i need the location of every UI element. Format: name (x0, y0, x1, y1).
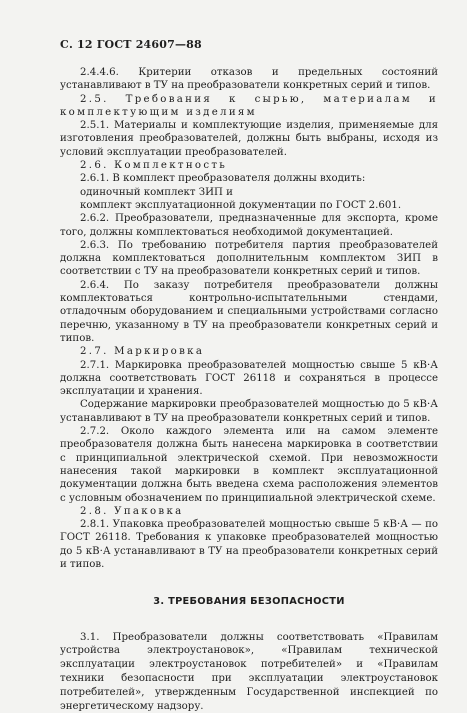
paragraph-p2-4-4-6: 2.4.4.6. Критерии отказов и предельных состояний устанавливают в ТУ на преобразователи конкретных серий и типов. (60, 67, 438, 92)
paragraph-p2-6-1-b: комплект эксплуатационной документации по ГОСТ 2.601. (80, 199, 402, 211)
section-3-paragraph: 3.1. Преобразователи должны соответствовать «Правилам устройства электроустановок», «Правилам технической эксплуатации электроустановок потребителей» и «Правилам техники безопасности при эксплуатации электроустановок потребителей», утвержденным Государственной инспекцией по энергетическому надзору. (60, 631, 438, 712)
paragraph-p2-8: 2.8. Упаковка (80, 505, 184, 517)
section-3-title: 3. ТРЕБОВАНИЯ БЕЗОПАСНОСТИ (153, 596, 345, 608)
paragraph-p2-7: 2.7. Маркировка (80, 346, 205, 358)
paragraph-p2-5-1: 2.5.1. Материалы и комплектующие изделия, применяемые для изготовления преобразователей, должны быть выбраны, исходя из условий эксплуатации преобразователей. (60, 120, 438, 158)
document-body (60, 66, 438, 713)
paragraph-p2-8-1: 2.8.1. Упаковка преобразователей мощностью свыше 5 кВ·А — по ГОСТ 26118. Требования к упаковке преобразователей мощностью до 5 кВ·А устанавливают в ТУ на преобразователи конкретных серий и типов. (60, 519, 438, 570)
page-header: С. 12 ГОСТ 24607—88 (60, 38, 202, 51)
paragraph-p2-6: 2.6. Комплектность (80, 160, 228, 172)
paragraph-p2-6-1-a: одиночный комплект ЗИП и (80, 186, 233, 198)
paragraph-p2-6-1: 2.6.1. В комплект преобразователя должны входить: (80, 173, 366, 185)
paragraph-p2-6-2: 2.6.2. Преобразователи, предназначенные для экспорта, кроме того, должны комплектоваться необходимой документацией. (60, 213, 438, 238)
paragraph-p2-6-4: 2.6.4. По заказу потребителя преобразователи должны комплектоваться контрольно-испытательными стендами, отладочным оборудованием и специальными устройствами согласно перечню, указанному в ТУ на преобразователи конкретных серий и типов. (60, 279, 438, 344)
section-2-paragraphs (60, 66, 438, 571)
paragraph-p2-7-1-b: Содержание маркировки преобразователей мощностью до 5 кВ·А устанавливают в ТУ на преобразователи конкретных серий и типов. (60, 399, 438, 424)
paragraph-p2-6-3: 2.6.3. По требованию потребителя партия преобразователей должна комплектоваться дополнительным комплектом ЗИП в соответствии с ТУ на преобразователи конкретных серий и типов. (60, 239, 438, 278)
paragraph-p2-5: 2.5. Требования к сырью, материалам и комплектующим изделиям (60, 93, 438, 118)
paragraph-p2-7-2: 2.7.2. Около каждого элемента или на самом элементе преобразователя должна быть нанесена маркировка в соответствии с принципиальной электрической схемой. При невозможности нанесения такой маркировки в комплект эксплуатационной документации должна быть введена схема расположения элементов с условным обозначением по принципиальной электрической схеме. (60, 426, 438, 504)
paragraph-p2-7-1: 2.7.1. Маркировка преобразователей мощностью свыше 5 кВ·А должна соответствовать ГОСТ 26118 и сохраняться в процессе эксплуатации и хранения. (60, 359, 438, 398)
